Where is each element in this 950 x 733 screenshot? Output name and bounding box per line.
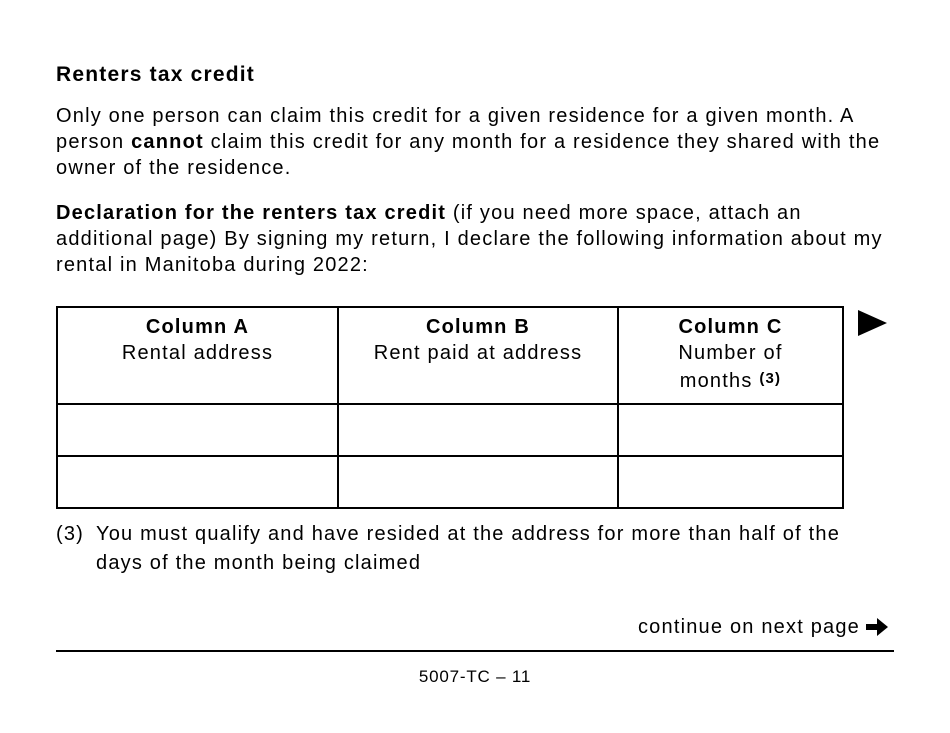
column-c-subtitle-text: Number of months <box>678 342 783 392</box>
page-identifier: 5007-TC – 11 <box>418 667 532 686</box>
table-row <box>57 404 843 456</box>
rental-address-cell[interactable] <box>57 456 338 508</box>
rent-paid-cell[interactable] <box>338 404 618 456</box>
arrow-right-icon <box>864 615 890 639</box>
footnote-reference: (3) <box>759 370 782 387</box>
column-b-header <box>338 307 618 404</box>
footnote-text: You must qualify and have resided at the address for more than half of the days of the month being claimed <box>96 523 841 574</box>
column-a-subtitle: Rental address <box>121 342 274 364</box>
intro-paragraph <box>56 103 896 181</box>
play-triangle-icon <box>858 310 887 336</box>
intro-text-2: claim this credit for any month for a residence they shared with the owner of the residence. <box>56 131 881 179</box>
continue-text: continue on next page <box>637 615 860 638</box>
column-a-title: Column A <box>145 316 250 338</box>
continue-next-page <box>638 615 890 639</box>
intro-text-1: Only one person can claim this credit for a given residence for a given month. A person <box>56 105 854 153</box>
section-title: Renters tax credit <box>56 63 256 86</box>
column-c-subtitle <box>619 340 842 394</box>
rental-declaration-table <box>56 306 844 509</box>
months-cell[interactable] <box>618 404 843 456</box>
months-cell[interactable] <box>618 456 843 508</box>
footnote <box>56 520 876 578</box>
table-header-row <box>57 307 843 404</box>
column-c-header <box>618 307 843 404</box>
intro-emphasis: cannot <box>131 131 204 153</box>
declaration-paragraph <box>56 200 896 278</box>
footnote-number: (3) <box>56 523 85 545</box>
footer-divider <box>56 650 894 652</box>
table-row <box>57 456 843 508</box>
column-b-title: Column B <box>425 316 531 338</box>
column-c-title: Column C <box>678 316 783 338</box>
column-b-subtitle: Rent paid at address <box>373 342 583 364</box>
rent-paid-cell[interactable] <box>338 456 618 508</box>
declaration-text: (if you need more space, attach an additional page) By signing my return, I declare the following information about my rental in Manitoba during 2022: <box>56 202 883 276</box>
declaration-heading: Declaration for the renters tax credit <box>56 202 447 224</box>
rental-address-cell[interactable] <box>57 404 338 456</box>
column-a-header <box>57 307 338 404</box>
